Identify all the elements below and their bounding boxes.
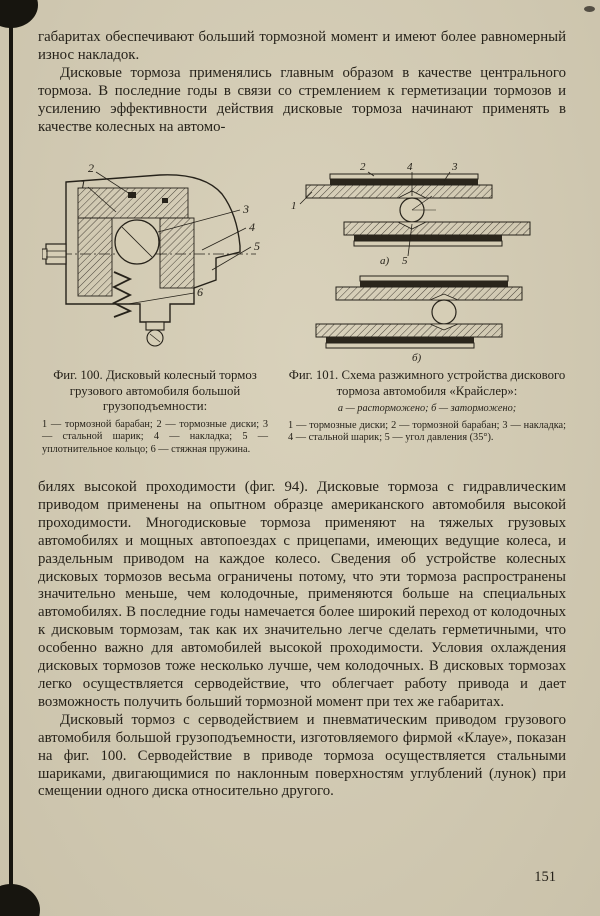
lining-bottom	[354, 235, 502, 241]
scan-artifact-corner-top-left	[0, 0, 38, 28]
text-block-bottom	[38, 479, 566, 801]
lining-bottom	[326, 337, 474, 343]
scan-artifact-mark-top-right	[584, 6, 595, 12]
callout-label: 5	[402, 255, 408, 267]
figure-100-caption-legend: 1 — тормозной барабан; 2 — тормозные диски; 3 — стальной шарик; 4 — накладка; 5 — уплотнительное кольцо; 6 — стяжная пружина.	[42, 418, 268, 455]
callout-label: 4	[407, 161, 413, 173]
paragraph-disc-brakes-body: билях высокой проходимости (фиг. 94). Дисковые тормоза с гидравлическим приводом применены на опытном образце американского автомобиля высокой проходимости. Многодисковые тормоза применяют на тяжелых грузовых автомобилях и мощных автопоездах с прицепами, имеющих ведущие колеса, и раздельным приводом на каждое колесо. Сведения об устройстве колесных дисковых тормозов весьма ограничены потому, что эти тормоза распространены значительно меньше, чем колодочные, применяются больше на специальных автомобилях. В последние годы намечается более широкий переход от колодочных к дисковым тормозам, так как их значительно легче сделать герметичными, что особенно важно для автомобилей высокой проходимости. Условия охлаждения дисковых тормозов тоже несколько лучше, чем колодочных. В дисковых тормозах легко осуществляется серводействие, что облегчает работу привода и дает возможность получить больший тормозной момент при тех же габаритах.	[38, 479, 566, 710]
figure-101-caption	[288, 368, 566, 444]
fig101-state-b	[316, 276, 522, 364]
axle-bolt	[46, 244, 66, 264]
callout-label: 4	[249, 220, 255, 234]
section-hatch-right	[160, 218, 194, 288]
fig101-state-a	[291, 161, 530, 267]
leader-6	[128, 293, 194, 304]
drum-wall-top	[360, 276, 508, 281]
paragraph-continuation: габаритах обеспечивают больший тормозной момент и имеют более равномерный износ накладок.	[38, 29, 566, 63]
drum-wall-bottom	[354, 241, 502, 246]
seal-block-2	[162, 198, 168, 203]
subfigure-label-b: б)	[412, 352, 422, 364]
seal-block-1	[128, 192, 136, 198]
scan-artifact-left-edge	[9, 0, 13, 916]
disc-bottom	[344, 222, 530, 235]
callout-label: 3	[243, 202, 249, 216]
text-block-top	[38, 29, 566, 136]
figure-100-caption-title: Фиг. 100. Дисковый колесный тормоз грузового автомобиля большой грузоподъемности:	[53, 368, 257, 414]
bottom-bolt	[146, 322, 164, 330]
steel-ball-b	[432, 300, 456, 324]
callout-label: 2	[88, 161, 94, 175]
scan-artifact-corner-bottom-left	[0, 884, 40, 916]
figure-101-caption-states: а — расторможено; б — заторможено;	[337, 403, 517, 415]
return-spring	[114, 272, 130, 317]
paragraph-disc-brakes-intro: Дисковые тормоза применялись главным образом в качестве центрального тормоза. В последние годы в связи со стремлением к герметизации тормозов и усилению эффективности действия дисковые тормоза начинают применять в качестве колесных на автомо-	[38, 64, 566, 135]
drum-wall-bottom	[326, 343, 474, 348]
callout-label: 5	[254, 239, 260, 253]
callout-label: 6	[197, 285, 203, 299]
drum-wall-top	[330, 174, 478, 179]
callout-label: 2	[360, 161, 366, 173]
figure-100-caption	[42, 368, 268, 456]
figure-100-drawing	[42, 154, 274, 366]
lining-top	[330, 179, 478, 185]
disc-bottom	[316, 324, 502, 337]
disc-top	[306, 185, 492, 198]
callout-label: 1	[291, 200, 297, 212]
figure-101-drawing	[286, 160, 566, 364]
callout-label: 1	[80, 177, 86, 191]
section-hatch-left	[78, 218, 112, 296]
axle-bolt-end	[42, 249, 47, 259]
callout-label: 3	[452, 161, 458, 173]
lining-top	[360, 281, 508, 287]
page-number: 151	[534, 869, 556, 885]
disc-top	[336, 287, 522, 300]
figure-101-caption-legend: 1 — тормозные диски; 2 — тормозной барабан; 3 — накладка; 4 — стальной шарик; 5 — угол давления (35°).	[288, 419, 566, 443]
leader-5	[212, 247, 251, 270]
paragraph-klaue-brake: Дисковый тормоз с серводействием и пневматическим приводом грузового автомобиля большой грузоподъемности, изготовляемого фирмой «Клауе», показан на фиг. 100. Серводействие в приводе тормоза осуществляется стальными шариками, двигающимися по наклонным поверхностям углублений (лунок) при смещении одного диска относительно другого.	[38, 711, 566, 800]
subfigure-label-a: а)	[380, 255, 390, 267]
figure-101-caption-title: Фиг. 101. Схема разжимного устройства дискового тормоза автомобиля «Крайслер»:	[288, 368, 566, 398]
